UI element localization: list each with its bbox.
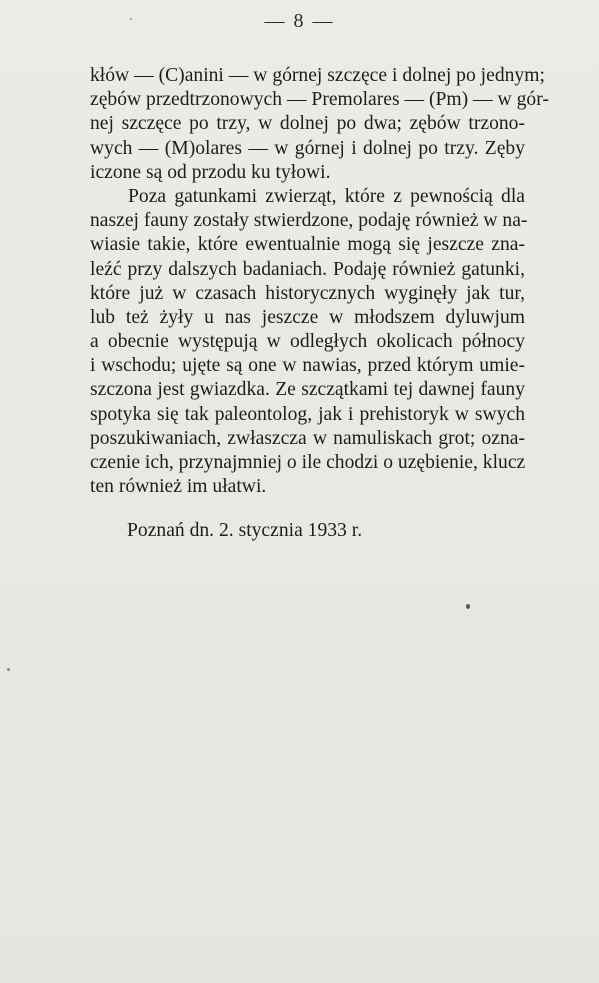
text-line: nej szczęce po trzy, w dolnej po dwa; zębów trzono- — [90, 113, 525, 135]
print-speck — [130, 18, 132, 20]
text-line: lub też żyły u nas jeszcze w młodszem dyluwjum — [90, 306, 525, 328]
text-line: ten również im ułatwi. — [90, 476, 267, 498]
text-line: szczona jest gwiazdka. Ze szczątkami tej dawnej fauny — [90, 379, 525, 401]
print-speck — [7, 668, 10, 671]
text-line: wiasie takie, które ewentualnie mogą się jeszcze zna- — [90, 234, 525, 256]
text-line: czenie ich, przynajmniej o ile chodzi o uzębienie, klucz — [90, 452, 526, 473]
text-line: wych — (M)olares — w górnej i dolnej po trzy. Zęby — [90, 137, 525, 159]
text-line: leźć przy dalszych badaniach. Podaję również gatunki, — [90, 258, 525, 280]
body-text — [90, 64, 549, 499]
text-line: Poza gatunkami zwierząt, które z pewnością dla — [128, 185, 525, 207]
text-line: zębów przedtrzonowych — Premolares — (Pm) — w gór- — [90, 89, 549, 111]
text-line: naszej fauny zostały stwierdzone, podaję również w na- — [90, 210, 528, 232]
text-line: iczone są od przodu ku tyłowi. — [90, 161, 331, 183]
text-line: poszukiwaniach, zwłaszcza w namuliskach grot; ozna- — [90, 427, 525, 449]
date-signature: Poznań dn. 2. stycznia 1933 r. — [127, 520, 363, 541]
page-number: — 8 — — [264, 10, 335, 32]
text-line: które już w czasach historycznych wyginęły jak tur, — [90, 282, 525, 304]
text-line: spotyka się tak paleontolog, jak i prehistoryk w swych — [90, 403, 525, 425]
paragraph-1 — [90, 64, 549, 185]
print-speck — [466, 604, 470, 609]
text-line: kłów — (C)anini — w górnej szczęce i dolnej po jednym; — [90, 65, 545, 86]
text-line: i wschodu; ujęte są one w nawias, przed którym umie- — [90, 355, 525, 377]
text-line: a obecnie występują w odległych okolicach północy — [90, 331, 525, 353]
paragraph-2 — [90, 185, 528, 499]
